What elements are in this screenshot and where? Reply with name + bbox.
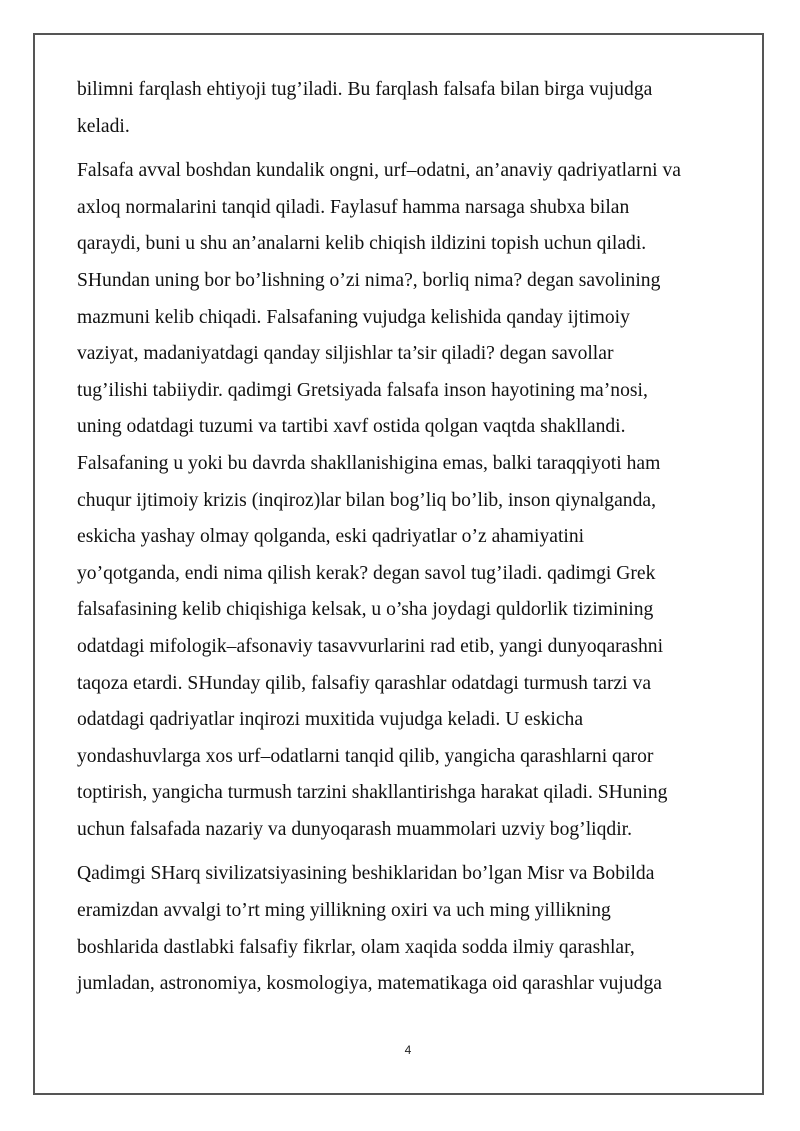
text-line: boshlarida dastlabki falsafiy fikrlar, olam xaqida sodda ilmiy qarashlar, <box>77 936 635 958</box>
text-line: falsafasining kelib chiqishiga kelsak, u o’sha joydagi quldorlik tizimining <box>77 599 654 621</box>
paragraph <box>77 72 757 145</box>
text-line: SHundan uning bor bo’lishning o’zi nima?, borliq nima? degan savolining <box>77 269 661 291</box>
text-line: Qadimgi SHarq sivilizatsiyasining beshiklaridan bo’lgan Misr va Bobilda <box>77 863 655 885</box>
text-line: toptirish, yangicha turmush tarzini shakllantirishga harakat qiladi. SHuning <box>77 782 668 804</box>
document-body <box>77 72 757 1011</box>
text-line: vaziyat, madaniyatdagi qanday siljishlar ta’sir qiladi? degan savollar <box>77 343 614 365</box>
text-line: axloq normalarini tanqid qiladi. Faylasuf hamma narsaga shubxa bilan <box>77 196 630 218</box>
text-line: uchun falsafada nazariy va dunyoqarash muammolari uzviy bog’liqdir. <box>77 818 632 840</box>
text-line: eramizdan avvalgi to’rt ming yillikning oxiri va uch ming yillikning <box>77 900 611 922</box>
text-line: Falsafa avval boshdan kundalik ongni, urf–odatni, an’anaviy qadriyatlarni va <box>77 160 681 182</box>
page-number: 4 <box>404 1043 412 1057</box>
text-line: keladi. <box>77 115 130 137</box>
text-line: jumladan, astronomiya, kosmologiya, matematikaga oid qarashlar vujudga <box>77 973 662 995</box>
text-line: qaraydi, buni u shu an’analarni kelib chiqish ildizini topish uchun qiladi. <box>77 233 647 255</box>
text-line: tug’ilishi tabiiydir. qadimgi Gretsiyada falsafa inson hayotining ma’nosi, <box>77 379 648 401</box>
text-line: taqoza etardi. SHunday qilib, falsafiy qarashlar odatdagi turmush tarzi va <box>77 672 652 694</box>
text-line: odatdagi mifologik–afsonaviy tasavvurlarini rad etib, yangi dunyoqarashni <box>77 635 664 657</box>
paragraph <box>77 856 757 1002</box>
text-line: eskicha yashay olmay qolganda, eski qadriyatlar o’z ahamiyatini <box>77 526 585 548</box>
text-line: Falsafaning u yoki bu davrda shakllanishigina emas, balki taraqqiyoti ham <box>77 452 661 474</box>
text-line: odatdagi qadriyatlar inqirozi muxitida vujudga keladi. U eskicha <box>77 709 584 731</box>
text-line: bilimni farqlash ehtiyoji tug’iladi. Bu farqlash falsafa bilan birga vujudga <box>77 79 653 100</box>
text-line: uning odatdagi tuzumi va tartibi xavf ostida qolgan vaqtda shakllandi. <box>77 416 626 438</box>
text-line: chuqur ijtimoiy krizis (inqiroz)lar bilan bog’liq bo’lib, inson qiynalganda, <box>77 489 656 511</box>
text-line: yo’qotganda, endi nima qilish kerak? degan savol tug’iladi. qadimgi Grek <box>77 562 656 584</box>
text-line: yondashuvlarga xos urf–odatlarni tanqid qilib, yangicha qarashlarni qaror <box>77 745 654 767</box>
paragraph <box>77 153 757 848</box>
text-line: mazmuni kelib chiqadi. Falsafaning vujudga kelishida qanday ijtimoiy <box>77 306 630 328</box>
